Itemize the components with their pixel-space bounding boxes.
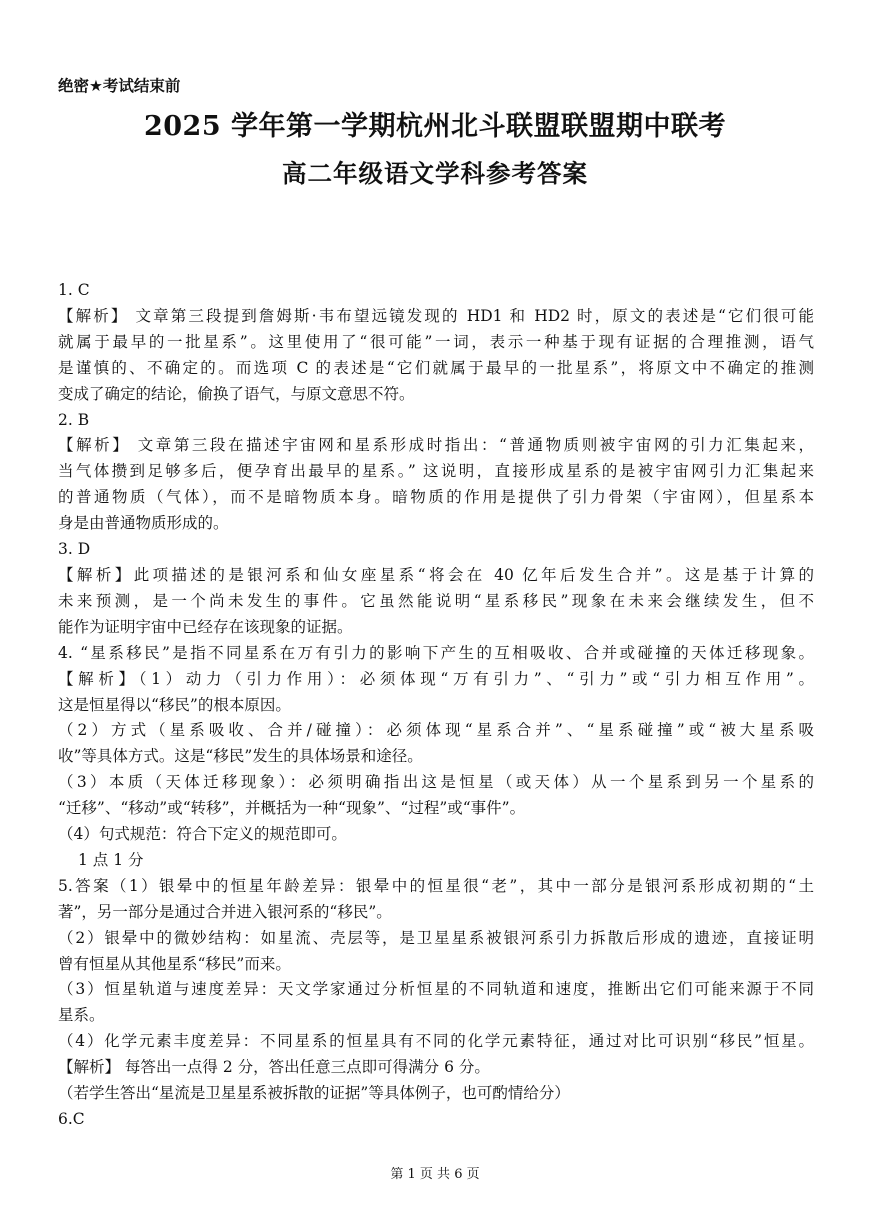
answer-line: “迁移”、“移动”或“转移”，并概括为一种“现象”、“过程”或“事件”。 (58, 799, 526, 818)
answer-line: 是谨慎的、不确定的。而选项 C 的表述是“它们就属于最早的一批星系”，将原文中不确定的推测 (58, 358, 814, 377)
answer-line: 5.答案（1）银晕中的恒星年龄差异：银晕中的恒星很“老”，其中一部分是银河系形成初期的“土 (58, 876, 814, 895)
answer-line: 4. “星系移民”是指不同星系在万有引力的影响下产生的互相吸收、合并或碰撞的天体迁移现象。 (58, 643, 814, 662)
answer-line: （3）本质（天体迁移现象）：必须明确指出这是恒星（或天体）从一个星系到另一个星系的 (58, 773, 814, 792)
answer-line: 身是由普通物质形成的。 (58, 514, 229, 533)
answer-line: 未来预测，是一个尚未发生的事件。它虽然能说明“星系移民”现象在未来会继续发生，但不 (58, 591, 814, 610)
exam-title: 2025 学年第一学期杭州北斗联盟联盟期中联考 (143, 111, 727, 142)
answer-line: 【解析】此项描述的是银河系和仙女座星系“将会在 40 亿年后发生合并”。这是基于计算的 (58, 565, 814, 584)
answer-line: 变成了确定的结论，偷换了语气，与原文意思不符。 (58, 384, 415, 403)
answer-line: 1. C (58, 281, 90, 299)
answer-line: 【解析】 文章第三段提到詹姆斯·韦布望远镜发现的 HD1 和 HD2 时，原文的表述是“它们很可能 (58, 306, 814, 325)
page-number: 第 1 页 共 6 页 (390, 1167, 480, 1182)
answer-line: 收”等具体方式。这是“移民”发生的具体场景和途径。 (58, 747, 423, 766)
answer-key-subtitle: 高二年级语文学科参考答案 (282, 159, 588, 188)
answer-line: 6.C (58, 1110, 85, 1128)
answer-line: 曾有恒星从其他星系“移民”而来。 (58, 954, 291, 973)
answer-line: （2）银晕中的微妙结构：如星流、壳层等，是卫星星系被银河系引力拆散后形成的遗迹，直接证明 (58, 928, 814, 947)
answer-line: 【解析】（1）动力（引力作用）：必须体现“万有引力”、“引力”或“引力相互作用”。 (58, 669, 814, 688)
answer-line: 这是恒星得以“移民”的根本原因。 (58, 695, 291, 714)
answer-line: 能作为证明宇宙中已经存在该现象的证据。 (58, 617, 353, 636)
answer-line: 星系。 (58, 1006, 105, 1025)
answer-line: （4）句式规范：符合下定义的规范即可。 (58, 825, 347, 844)
answer-line: 3. D (58, 540, 91, 559)
answer-line: 1 点 1 分 (78, 850, 144, 869)
answer-line: 著”，另一部分是通过合并进入银河系的“移民”。 (58, 902, 392, 921)
answer-line: 的普通物质（气体），而不是暗物质本身。暗物质的作用是提供了引力骨架（宇宙网），但星系本 (58, 488, 814, 507)
answer-line: （2）方式（星系吸收、合并/碰撞）：必须体现“星系合并”、“星系碰撞”或“被大星系吸 (58, 721, 814, 740)
answer-line: （4）化学元素丰度差异：不同星系的恒星具有不同的化学元素特征，通过对比可识别“移民”恒星。 (58, 1032, 814, 1051)
answer-line: 【解析】 文章第三段在描述宇宙网和星系形成时指出：“普通物质则被宇宙网的引力汇集起来， (58, 436, 814, 455)
answer-line: 就属于最早的一批星系”。这里使用了“很可能”一词，表示一种基于现有证据的合理推测，语气 (58, 332, 814, 351)
answer-line: （若学生答出“星流是卫星星系被拆散的证据”等具体例子，也可酌情给分） (58, 1084, 570, 1103)
answer-line: 当气体攒到足够多后，便孕育出最早的星系。” 这说明，直接形成星系的是被宇宙网引力汇集起来 (58, 462, 814, 481)
answer-line: 2. B (58, 410, 90, 429)
answer-line: （3）恒星轨道与速度差异：天文学家通过分析恒星的不同轨道和速度，推断出它们可能来源于不同 (58, 980, 814, 999)
confidential-mark: 绝密★考试结束前 (58, 77, 181, 95)
answer-body (58, 278, 814, 1133)
answer-line: 【解析】 每答出一点得 2 分，答出任意三点即可得满分 6 分。 (58, 1058, 490, 1077)
